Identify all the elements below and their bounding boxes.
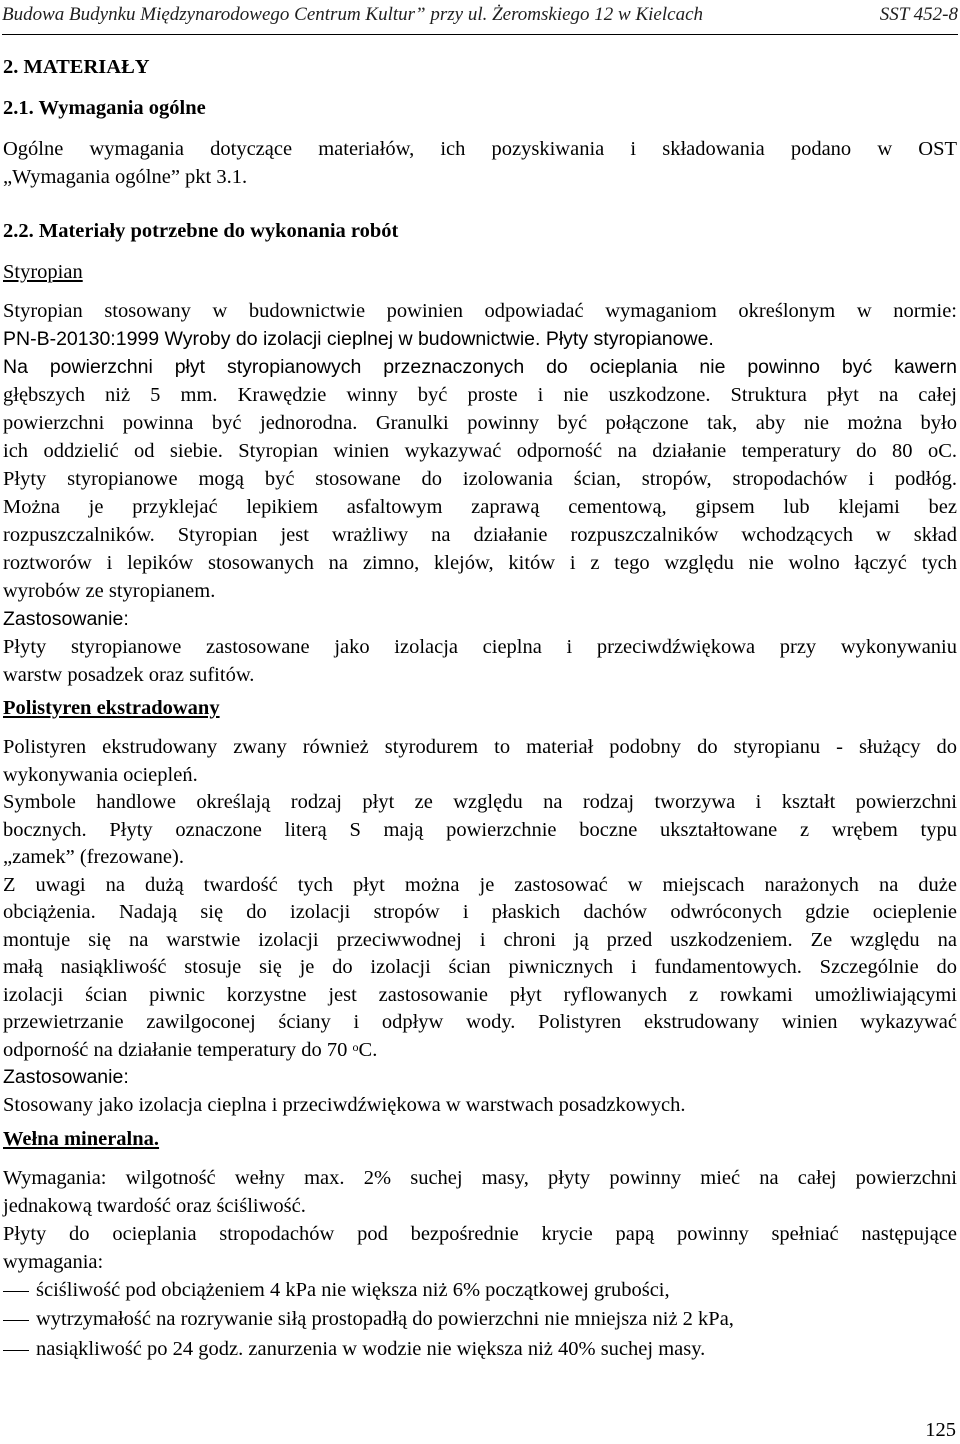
paragraph-line: „Wymagania ogólne” pkt 3.1. [3, 166, 248, 188]
paragraph-line: Ogólne wymagania dotyczące materiałów, ich pozyskiwania i składowania podano w OST [3, 138, 957, 160]
paragraph-line: Z uwagi na dużą twardość tych płyt można je zastosować w miejscach narażonych na duże [3, 874, 957, 896]
paragraph-line: Na powierzchni płyt styropianowych przeznaczonych do ocieplania nie powinno być kawern [3, 356, 957, 378]
section-title-materialy: 2. MATERIAŁY [3, 56, 150, 78]
paragraph-line: obciążenia. Nadają się do izolacji stropów i płaskich dachów odwróconych gdzie ocieplenie [3, 901, 957, 923]
paragraph-line: małą nasiąkliwość stosuje się je do izolacji ścian piwnicznych i fundamentowych. Szczególnie do [3, 956, 957, 978]
paragraph-line: rozpuszczalników. Styropian jest wrażliwy na działanie rozpuszczalników wchodzących w skład [3, 524, 957, 546]
paragraph-line: wykonywania ociepleń. [3, 764, 198, 786]
paragraph-line: Płyty do ocieplania stropodachów pod bezpośrednie krycie papą powinny spełniać następujące [3, 1223, 957, 1245]
list-item: ściśliwość pod obciążeniem 4 kPa nie większa niż 6% początkowej grubości, [36, 1279, 670, 1301]
paragraph-line: jednakową twardość oraz ściśliwość. [3, 1195, 306, 1217]
paragraph-line: Polistyren ekstrudowany zwany również styrodurem to materiał podobny do styropianu - służący do [3, 736, 957, 758]
paragraph-line: warstw posadzek oraz sufitów. [3, 664, 255, 686]
bullet-dash [3, 1291, 29, 1292]
paragraph-line: Styropian stosowany w budownictwie powinien odpowiadać wymaganiom określonym w normie: [3, 300, 957, 322]
section-title-wymagania-ogolne: 2.1. Wymagania ogólne [3, 97, 206, 119]
paragraph-line: Stosowany jako izolacja cieplna i przeciwdźwiękowa w warstwach posadzkowych. [3, 1094, 686, 1116]
paragraph-line: Płyty styropianowe mogą być stosowane do izolowania ścian, stropów, stropodachów i podłóg. [3, 468, 957, 490]
subheading-welna-mineralna: Wełna mineralna. [3, 1128, 160, 1150]
superscript-degree: o [352, 1040, 359, 1054]
paragraph-line: izolacji ścian piwnic korzystne jest zastosowanie płyt ryflowanych z rowkami umożliwiającymi [3, 984, 957, 1006]
paragraph-line: „zamek” (frezowane). [3, 846, 184, 868]
header-doc-code: SST 452-8 [879, 4, 958, 25]
page-header [2, 0, 958, 35]
paragraph-line: bocznych. Płyty oznaczone literą S mają powierzchnie boczne ukształtowane z wrębem typu [3, 819, 957, 841]
paragraph-line: wymagania: [3, 1251, 104, 1273]
paragraph-line: Symbole handlowe określają rodzaj płyt ze względu na rodzaj tworzywa i kształt powierzchni [3, 791, 957, 813]
text-run: odporność na działanie temperatury do 70 [3, 1039, 353, 1061]
label-zastosowanie: Zastosowanie: [3, 1066, 129, 1088]
list-item: nasiąkliwość po 24 godz. zanurzenia w wodzie nie większa niż 40% suchej masy. [36, 1338, 706, 1360]
paragraph-line: ich oddzielić od siebie. Styropian winien wykazywać odporność na działanie temperatury do 80 oC. [3, 440, 957, 462]
paragraph-line: Wymagania: wilgotność wełny max. 2% suchej masy, płyty powinny mieć na całej powierzchni [3, 1167, 957, 1189]
subheading-styropian: Styropian [3, 261, 83, 283]
label-zastosowanie: Zastosowanie: [3, 608, 129, 630]
paragraph-line-temperature [3, 1036, 377, 1064]
list-item: wytrzymałość na rozrywanie siłą prostopadłą do powierzchni nie mniejsza niż 2 kPa, [36, 1308, 734, 1330]
paragraph-line: głębszych niż 5 mm. Krawędzie winny być proste i nie uszkodzone. Struktura płyt na całej [3, 384, 957, 406]
bullet-dash [3, 1320, 29, 1321]
paragraph-line: roztworów i lepików stosowanych na zimno, klejów, kitów i z tego względu nie wolno łączyć tych [3, 552, 957, 574]
page-number: 125 [925, 1419, 956, 1441]
section-title-materialy-potrzebne: 2.2. Materiały potrzebne do wykonania robót [3, 220, 399, 242]
header-title: Budowa Budynku Międzynarodowego Centrum Kultur” przy ul. Żeromskiego 12 w Kielcach [2, 4, 704, 25]
paragraph-line: powierzchni powinna być jednorodna. Granulki powinny być połączone tak, aby nie można było [3, 412, 957, 434]
subheading-polistyren: Polistyren ekstradowany [3, 697, 220, 719]
text-run: C. [358, 1039, 378, 1061]
paragraph-line: Płyty styropianowe zastosowane jako izolacja cieplna i przeciwdźwiękowa przy wykonywaniu [3, 636, 957, 658]
paragraph-line: wyrobów ze styropianem. [3, 580, 216, 602]
paragraph-line: przewietrzanie zawilgoconej ściany i odpływ wody. Polistyren ekstrudowany winien wykazywać [3, 1011, 957, 1033]
paragraph-line: PN-B-20130:1999 Wyroby do izolacji cieplnej w budownictwie. Płyty styropianowe. [3, 328, 714, 350]
bullet-dash [3, 1350, 29, 1351]
paragraph-line: montuje się na warstwie izolacji przeciwwodnej i chroni ją przed uszkodzeniem. Ze względu na [3, 929, 957, 951]
paragraph-line: Można je przyklejać lepikiem asfaltowym zaprawą cementową, gipsem lub klejami bez [3, 496, 957, 518]
